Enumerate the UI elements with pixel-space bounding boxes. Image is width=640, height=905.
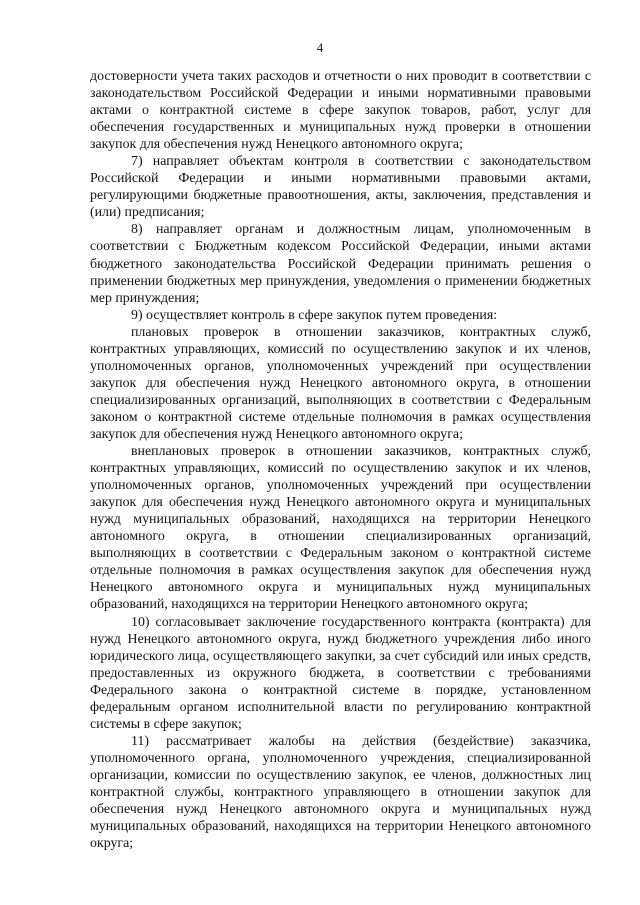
paragraph-item-9: 9) осуществляет контроль в сфере закупок путем проведения: [131,307,498,323]
page-number: 4 [316,40,324,55]
paragraph-item-10: 10) согласовывает заключение государственного контракта (контракта) для нужд Ненецкого автономного округа, нужд бюджетного учреждения либо иного юридического лица, осуществляющего закупки, за счет субсидий или иных средств, предоставленных из окружного бюджета, в соответствии с требованиями Федерального закона о контрактной системе в порядке, установленном федеральным органом исполнительной власти по регулированию контрактной системы в сфере закупок; [90,614,591,732]
paragraph-unplanned-inspections: внеплановых проверок в отношении заказчиков, контрактных служб, контрактных управляющих, комиссий по осуществлению закупок и их членов, уполномоченных органов, уполномоченных учреждений при осуществлении закупок для обеспечения нужд Ненецкого автономного округа и муниципальных нужд муниципальных образований, находящихся на территории Ненецкого автономного округа, в отношении специализированных организаций, выполняющих в соответствии с Федеральным законом о контрактной системе отдельные полномочия в рамках осуществления закупок для обеспечения нужд Ненецкого автономного округа и муниципальных нужд муниципальных образований, находящихся на территории Ненецкого автономного округа; [90,444,591,613]
paragraph-item-7: 7) направляет объектам контроля в соответствии с законодательством Российской Федерации и иными нормативными правовыми актами, регулирующими бюджетные правоотношения, акты, заключения, представления и (или) предписания; [90,154,591,221]
paragraph-item-8: 8) направляет органам и должностным лицам, уполномоченным в соответствии с Бюджетным кодексом Российской Федерации, иными актами бюджетного законодательства Российской Федерации принимать решения о применении бюджетных мер принуждения, уведомления о применении бюджетных мер принуждения; [90,222,591,306]
paragraph-item-11: 11) рассматривает жалобы на действия (бездействие) заказчика, уполномоченного органа, уполномоченного учреждения, специализированной организации, комиссии по осуществлению закупок, ее членов, должностных лиц контрактной службы, контрактного управляющего в отношении закупок для обеспечения нужд Ненецкого автономного округа и муниципальных нужд муниципальных образований, находящихся на территории Ненецкого автономного округа; [90,733,591,852]
paragraph-planned-inspections: плановых проверок в отношении заказчиков, контрактных служб, контрактных управляющих, комиссий по осуществлению закупок и их членов, уполномоченных органов, уполномоченных учреждений при осуществлении закупок для обеспечения нужд Ненецкого автономного округа, в отношении специализированных организаций, выполняющих в соответствии с Федеральным законом о контрактной системе отдельные полномочия в рамках осуществления закупок для обеспечения нужд Ненецкого автономного округа; [90,324,591,442]
paragraph-continuation: достоверности учета таких расходов и отчетности о них проводит в соответствии с законодательством Российской Федерации и иными нормативными правовыми актами о контрактной системе в сфере закупок товаров, работ, услуг для обеспечения государственных и муниципальных нужд проверки в отношении закупок для обеспечения нужд Ненецкого автономного округа; [90,69,591,153]
document-body [90,68,591,852]
